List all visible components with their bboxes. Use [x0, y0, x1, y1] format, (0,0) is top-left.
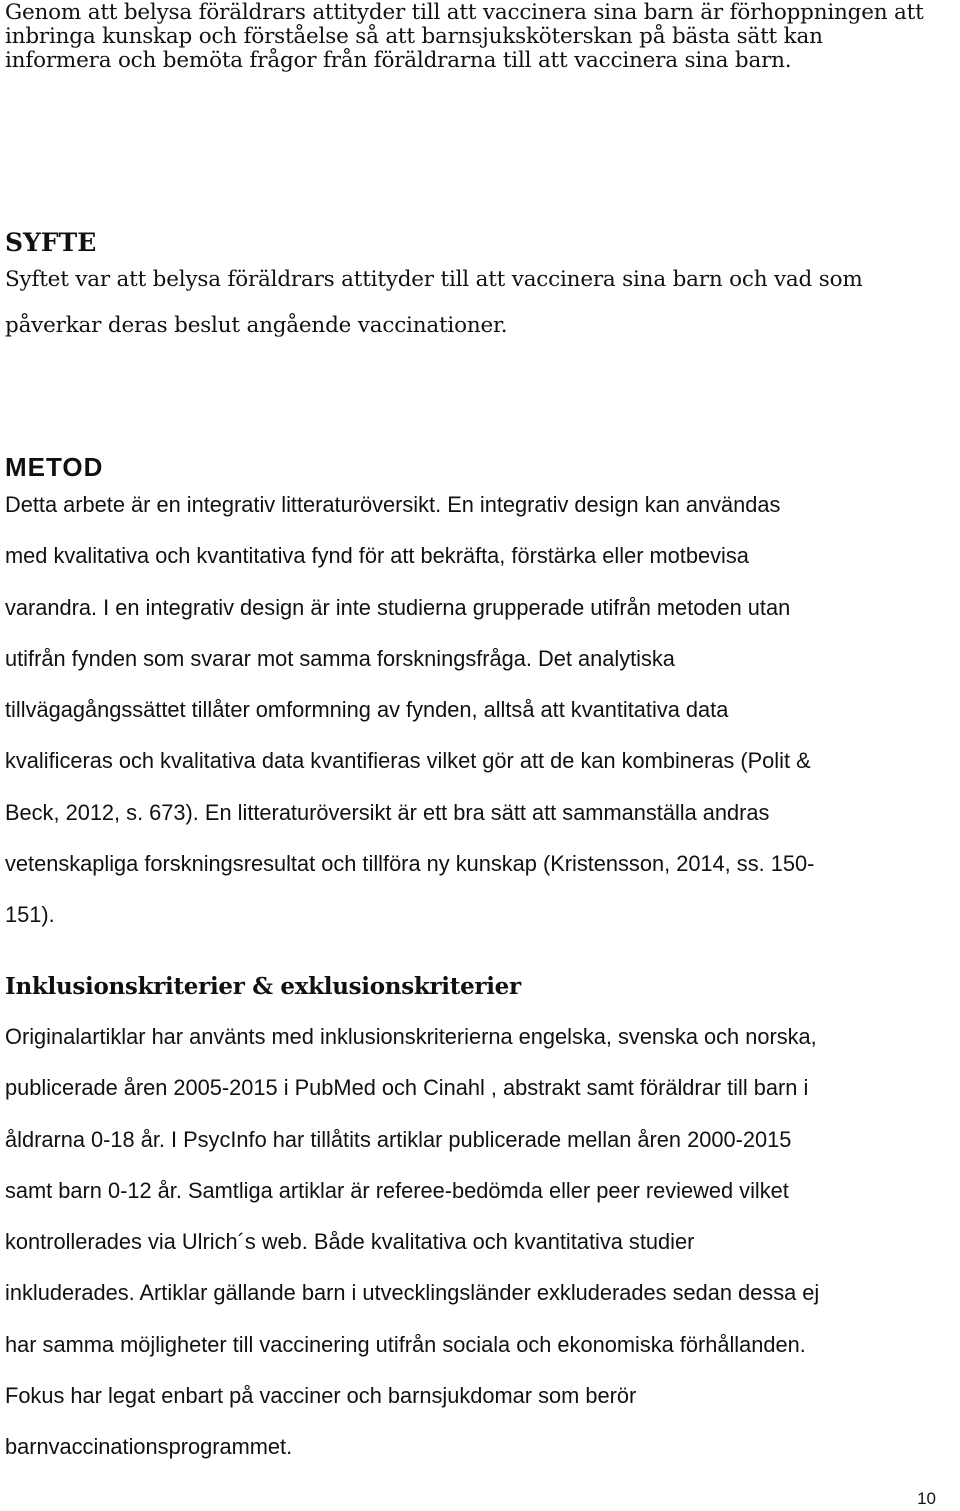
metod-paragraph — [5, 479, 960, 941]
metod-line: Detta arbete är en integrativ litteraturöversikt. En integrativ design kan användas — [5, 492, 781, 517]
inklusion-paragraph — [5, 1011, 960, 1473]
metod-heading: METOD — [5, 452, 104, 482]
intro-line: inbringa kunskap och förståelse så att barnsjuksköterskan på bästa sätt kan — [5, 24, 823, 49]
syfte-line: Syftet var att belysa föräldrars attityder till att vaccinera sina barn och vad som — [5, 267, 863, 292]
metod-line: vetenskapliga forskningsresultat och tillföra ny kunskap (Kristensson, 2014, ss. 150- — [5, 851, 815, 877]
syfte-line: påverkar deras beslut angående vaccinationer. — [5, 313, 508, 338]
inklusion-line: kontrollerades via Ulrich´s web. Både kvalitativa och kvantitativa studier — [5, 1229, 695, 1255]
syfte-paragraph — [5, 257, 960, 349]
metod-line: utifrån fynden som svarar mot samma forskningsfråga. Det analytiska — [5, 645, 675, 671]
page-number: 10 — [917, 1489, 936, 1508]
intro-line: Genom att belysa föräldrars attityder till att vaccinera sina barn är förhoppningen att — [5, 0, 924, 25]
inklusion-line: Fokus har legat enbart på vacciner och barnsjukdomar som berör — [5, 1383, 637, 1409]
metod-line: kvalificeras och kvalitativa data kvantifieras vilket gör att de kan kombineras (Polit & — [5, 748, 811, 774]
inklusion-line: åldrarna 0-18 år. I PsycInfo har tillåtits artiklar publicerade mellan åren 2000-2015 — [5, 1126, 792, 1152]
metod-line: tillvägagångssättet tillåter omformning av fynden, alltså att kvantitativa data — [5, 697, 729, 723]
inklusion-line: inkluderades. Artiklar gällande barn i utvecklingsländer exkluderades sedan dessa ej — [5, 1280, 820, 1306]
inklusion-line: Originalartiklar har använts med inklusionskriterierna engelska, svenska och norska, — [5, 1024, 817, 1049]
intro-paragraph — [5, 0, 960, 73]
document-page — [5, 0, 960, 1460]
intro-line: informera och bemöta frågor från föräldrarna till att vaccinera sina barn. — [5, 48, 792, 73]
inklusion-line: har samma möjligheter till vaccinering utifrån sociala och ekonomiska förhållanden. — [5, 1331, 806, 1357]
metod-line: Beck, 2012, s. 673). En litteraturöversikt är ett bra sätt att sammanställa andras — [5, 799, 770, 825]
inklusion-heading: Inklusionskriterier & exklusionskriterier — [5, 973, 521, 1000]
syfte-heading: SYFTE — [5, 228, 97, 257]
inklusion-line: publicerade åren 2005-2015 i PubMed och Cinahl , abstrakt samt föräldrar till barn i — [5, 1075, 809, 1101]
inklusion-line: barnvaccinationsprogrammet. — [5, 1434, 293, 1460]
inklusion-line: samt barn 0-12 år. Samtliga artiklar är referee-bedömda eller peer reviewed vilket — [5, 1177, 789, 1203]
metod-line: med kvalitativa och kvantitativa fynd för att bekräfta, förstärka eller motbevisa — [5, 543, 749, 569]
metod-line: 151). — [5, 902, 55, 928]
metod-line: varandra. I en integrativ design är inte studierna grupperade utifrån metoden utan — [5, 594, 791, 620]
